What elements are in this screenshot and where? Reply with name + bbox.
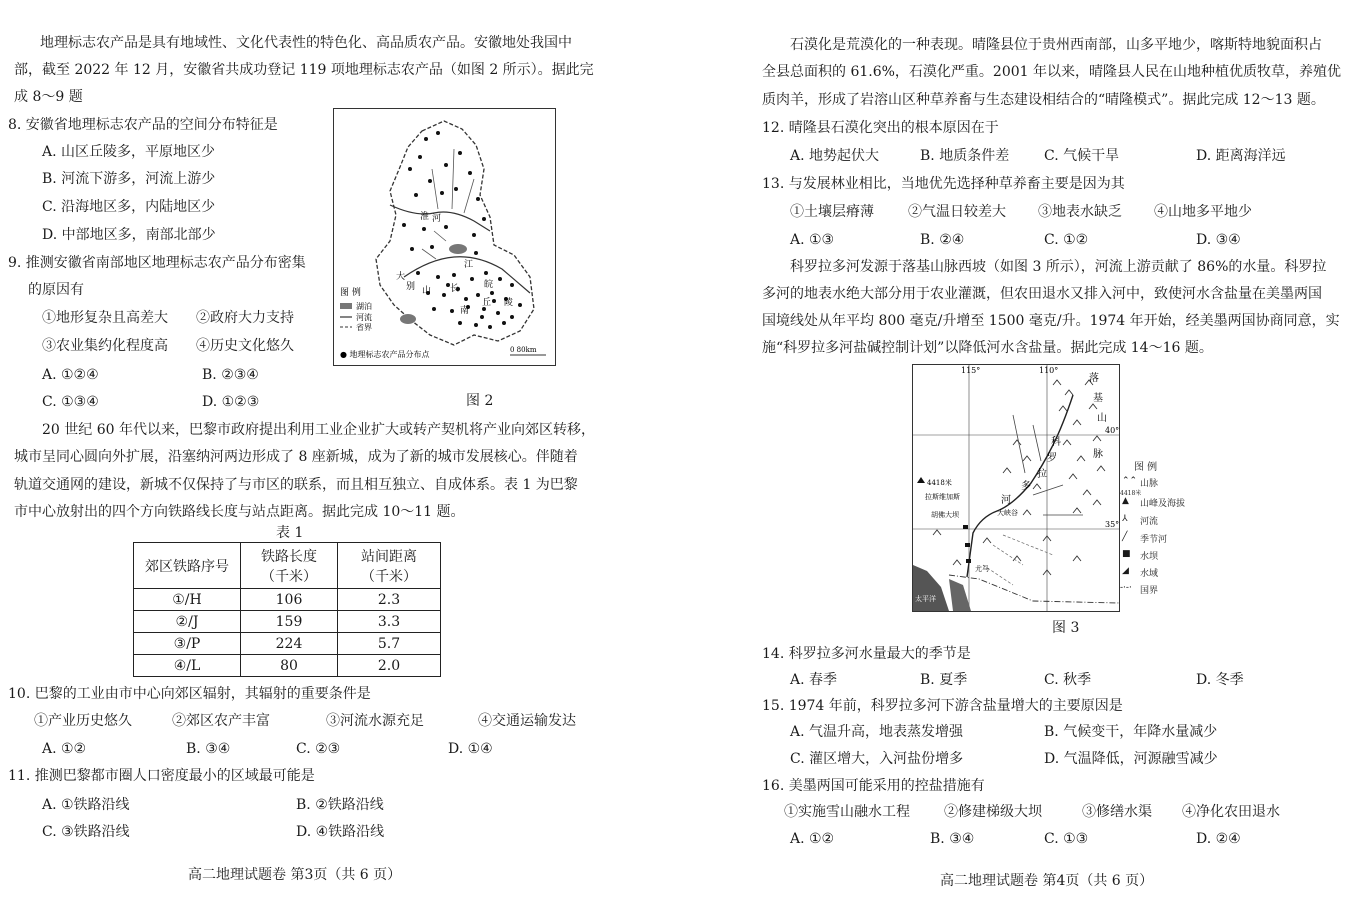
- label-mai: 脉: [1093, 449, 1103, 460]
- question-9-option-c: C. ①③④: [42, 394, 99, 410]
- intro-paragraph-qinglong-line2: 全县总面积的 61.6%，石漠化严重。2001 年以来，晴隆县人民在山地种植优质牧草，养殖优: [762, 64, 1342, 80]
- question-14-option-a: A. 春季: [790, 672, 838, 688]
- label-pacific: 太平洋: [915, 595, 936, 603]
- question-16-statement-1: ①实施雪山融水工程: [784, 804, 910, 820]
- question-12-option-b: B. 地质条件差: [920, 148, 1010, 164]
- question-14-option-d: D. 冬季: [1196, 672, 1244, 688]
- lat-label-35: 35°: [1105, 520, 1119, 529]
- intro-paragraph-paris-line4: 市中心放射出的四个方向铁路线长度与站点距离。据此完成 10～11 题。: [14, 504, 465, 520]
- question-13-statement-3: ③地表水缺乏: [1038, 204, 1122, 220]
- question-11-option-d: D. ④铁路沿线: [296, 824, 385, 840]
- question-9-statement-2: ②政府大力支持: [196, 310, 294, 326]
- chaohu-lake: [449, 244, 467, 254]
- question-8-option-c: C. 沿海地区多，内陆地区少: [42, 199, 216, 215]
- question-12-stem: 12. 晴隆县石漠化突出的根本原因在于: [762, 120, 999, 136]
- label-la: 拉: [1037, 469, 1047, 480]
- colorado-river: [967, 395, 1073, 577]
- question-12-option-c: C. 气候干旱: [1044, 148, 1120, 164]
- question-15-option-a: A. 气温升高，地表蒸发增强: [790, 724, 964, 740]
- legend-seasonal: 季节河: [1140, 535, 1168, 545]
- map-label-wan: 皖: [484, 280, 494, 290]
- intro-paragraph-colorado: 科罗拉多河发源于落基山脉西坡（如图 3 所示），河流上游贡献了 86%的水量。科罗拉: [790, 259, 1327, 275]
- intro-paragraph-paris: 20 世纪 60 年代以来，巴黎市政府提出利用工业企业扩大或转产契机将产业向郊区转移，: [42, 422, 595, 438]
- question-13-statement-2: ②气温日较差大: [908, 204, 1006, 220]
- map-label-chang: 长: [450, 284, 460, 294]
- legend-border: 国界: [1140, 586, 1159, 596]
- figure-3-colorado-map: [912, 364, 1120, 612]
- question-16-option-d: D. ②④: [1196, 831, 1241, 847]
- question-16-statement-3: ③修缮水渠: [1082, 804, 1152, 820]
- table-1-title: 表 1: [276, 525, 304, 541]
- question-9-statement-1: ①地形复杂且高差大: [42, 310, 168, 326]
- label-hoover-dam: 胡佛大坝: [931, 511, 959, 519]
- table-header-id: 郊区铁路序号: [134, 543, 241, 589]
- question-8-option-a: A. 山区丘陵多，平原地区少: [42, 144, 216, 160]
- question-10-statement-1: ①产业历史悠久: [34, 713, 132, 729]
- question-14-stem: 14. 科罗拉多河水量最大的季节是: [762, 646, 971, 662]
- table-header-distance: 站间距离 （千米）: [338, 543, 441, 589]
- figure-2-anhui-map: [333, 108, 556, 366]
- legend-dam-icon: ■: [1122, 549, 1131, 559]
- question-9-option-b: B. ②③④: [202, 367, 259, 383]
- legend-mountain: 山脉: [1140, 479, 1159, 489]
- legend-border: 省界: [356, 323, 372, 332]
- intro-paragraph-paris-line3: 轨道交通网的建设，新城不仅保持了与市区的联系，而且相互独立、自成体系。表 1 为巴黎: [14, 477, 578, 493]
- legend-river-icon: ⅄: [1122, 514, 1128, 524]
- question-15-option-b: B. 气候变干，年降水量减少: [1044, 724, 1218, 740]
- question-8-stem: 8. 安徽省地理标志农产品的空间分布特征是: [8, 117, 278, 133]
- label-shan: 山: [1097, 413, 1107, 424]
- question-16-statement-4: ④净化农田退水: [1182, 804, 1280, 820]
- legend-lake: 湖泊: [356, 302, 372, 311]
- question-16-statement-2: ②修建梯级大坝: [944, 804, 1042, 820]
- legend-river: 河流: [1140, 517, 1159, 527]
- question-12-option-d: D. 距离海洋远: [1196, 148, 1286, 164]
- question-13-statement-1: ①土壤层瘠薄: [790, 204, 874, 220]
- map-label-ling: 陵: [504, 298, 514, 308]
- dam-1: [963, 525, 968, 529]
- intro-paragraph-anhui-line3: 成 8～9 题: [14, 89, 83, 105]
- dam-3: [966, 559, 971, 563]
- question-10-option-c: C. ②③: [296, 741, 341, 757]
- question-9-option-a: A. ①②④: [42, 367, 99, 383]
- label-luo2: 罗: [1047, 453, 1057, 464]
- question-10-stem: 10. 巴黎的工业由市中心向郊区辐射，其辐射的重要条件是: [8, 686, 371, 702]
- figure-2-caption: 图 2: [466, 393, 494, 409]
- map-label-da: 大: [396, 272, 406, 282]
- intro-paragraph-colorado-line2: 多河的地表水绝大部分用于农业灌溉，但农田退水又排入河中，致使河水含盐量在美墨两国: [762, 286, 1322, 302]
- map-label-huai: 淮: [420, 212, 430, 222]
- question-9-stem-line2: 的原因有: [28, 282, 84, 298]
- question-14-option-b: B. 夏季: [920, 672, 968, 688]
- question-8-option-b: B. 河流下游多，河流上游少: [42, 171, 216, 187]
- question-12-option-a: A. 地势起伏大: [790, 148, 880, 164]
- question-13-stem: 13. 与发展林业相比，当地优先选择种草养畜主要是因为其: [762, 176, 1125, 192]
- peak-symbol: [917, 477, 925, 483]
- question-11-stem: 11. 推测巴黎都市圈人口密度最小的区域最可能是: [8, 768, 315, 784]
- label-grand-canyon: 大峡谷: [997, 509, 1018, 517]
- lat-label-40: 40°: [1105, 426, 1119, 435]
- legend-peak-height: 4418米: [1120, 490, 1142, 497]
- national-border: [949, 575, 1119, 603]
- page-footer-3: 高二地理试题卷 第3页（共 6 页）: [188, 867, 402, 883]
- table-header-length: 铁路长度 （千米）: [241, 543, 338, 589]
- intro-paragraph-paris-line2: 城市呈同心圆向外扩展，沿塞纳河两边形成了 8 座新城，成为了新的城市发展核心。伴随着: [14, 449, 578, 465]
- table-row: ④/L 80 2.0: [134, 655, 441, 677]
- question-9-stem: 9. 推测安徽省南部地区地理标志农产品分布密集: [8, 255, 306, 271]
- map-label-qiu: 丘: [482, 298, 492, 308]
- map-label-he: 河: [432, 214, 442, 224]
- legend-mountain-icon: ⌃⌃: [1122, 476, 1138, 486]
- question-15-option-c: C. 灌区增大，入河盐份增多: [790, 751, 964, 767]
- legend-water-icon: ◢: [1122, 566, 1129, 576]
- intro-paragraph-anhui-line2: 部，截至 2022 年 12 月，安徽省共成功登记 119 项地理标志农产品（如图 2 所示）。据此完: [14, 62, 594, 78]
- page-footer-4: 高二地理试题卷 第4页（共 6 页）: [940, 873, 1154, 889]
- table-header-row: [134, 543, 441, 589]
- dam-2: [965, 543, 970, 547]
- table-row: ①/H 106 2.3: [134, 589, 441, 611]
- legend-dam: 水坝: [1140, 552, 1159, 562]
- question-13-option-b: B. ②④: [920, 232, 965, 248]
- lon-label-110: 110°: [1039, 366, 1059, 375]
- table-1: [133, 542, 441, 677]
- question-13-option-a: A. ①③: [790, 232, 835, 248]
- legend-water: 水域: [1140, 569, 1159, 579]
- question-15-option-d: D. 气温降低，河源融雪减少: [1044, 751, 1218, 767]
- question-16-stem: 16. 美墨两国可能采用的控盐措施有: [762, 778, 985, 794]
- pacific-ocean: [913, 565, 949, 611]
- question-13-option-d: D. ③④: [1196, 232, 1241, 248]
- province-border: [376, 121, 534, 345]
- label-lasvegas: 拉斯维加斯: [925, 493, 960, 501]
- gulf-of-california: [949, 579, 971, 611]
- map-label-jiang: 江: [464, 260, 474, 270]
- fig3-legend-title: 图 例: [1134, 462, 1158, 473]
- question-13-statement-4: ④山地多平地少: [1154, 204, 1252, 220]
- question-16-option-c: C. ①③: [1044, 831, 1089, 847]
- question-10-option-d: D. ①④: [448, 741, 493, 757]
- lon-label-115: 115°: [961, 366, 981, 375]
- tributaries-south: [422, 231, 446, 259]
- question-10-statement-3: ③河流水源充足: [326, 713, 424, 729]
- southern-lake: [400, 314, 416, 324]
- question-11-option-a: A. ①铁路沿线: [42, 797, 130, 813]
- question-9-statement-3: ③农业集约化程度高: [42, 338, 168, 354]
- scale-label: 0 80km: [510, 346, 537, 354]
- mountain-symbols: [933, 380, 1105, 575]
- map-label-bie: 别: [406, 282, 416, 292]
- question-16-option-b: B. ③④: [930, 831, 975, 847]
- legend-title: 图 例: [340, 288, 361, 298]
- right-page: [676, 0, 1351, 900]
- question-9-statement-4: ④历史文化悠久: [196, 338, 294, 354]
- intro-paragraph-qinglong: 石漠化是荒漠化的一种表现。晴隆县位于贵州西南部，山多平地少，喀斯特地貌面积占: [790, 37, 1322, 53]
- anhui-map-svg: [334, 109, 555, 365]
- intro-paragraph-qinglong-line3: 质肉羊，形成了岩溶山区种草养畜与生态建设相结合的“晴隆模式”。据此完成 12～13 题。: [762, 92, 1325, 108]
- figure-3-caption: 图 3: [1052, 620, 1080, 636]
- question-10-statement-4: ④交通运输发达: [478, 713, 576, 729]
- tributaries: [432, 149, 474, 213]
- map-label-shan: 山: [422, 286, 432, 296]
- colorado-map-svg: [913, 365, 1119, 611]
- legend-seasonal-icon: ╱: [1122, 532, 1128, 542]
- question-8-option-d: D. 中部地区多，南部北部少: [42, 227, 216, 243]
- legend-peak-icon: ▲: [1122, 496, 1129, 506]
- label-ji: 基: [1093, 393, 1103, 404]
- question-16-option-a: A. ①②: [790, 831, 835, 847]
- legend-peak: 山峰及海拔: [1140, 499, 1186, 509]
- question-15-stem: 15. 1974 年前，科罗拉多河下游含盐量增大的主要原因是: [762, 698, 1123, 714]
- label-luo: 落: [1089, 373, 1099, 384]
- question-14-option-c: C. 秋季: [1044, 672, 1092, 688]
- legend-river: 河流: [356, 313, 372, 322]
- table-row: ③/P 224 5.7: [134, 633, 441, 655]
- legend-point: ● 地理标志农产品分布点: [340, 350, 430, 359]
- question-13-option-c: C. ①②: [1044, 232, 1089, 248]
- question-11-option-c: C. ③铁路沿线: [42, 824, 130, 840]
- lake-symbol: [340, 303, 352, 309]
- seasonal-rivers: [983, 535, 1053, 585]
- question-9-option-d: D. ①②③: [202, 394, 260, 410]
- table-row: ②/J 159 3.3: [134, 611, 441, 633]
- peak-label: 4418米: [927, 479, 952, 487]
- intro-paragraph-colorado-line4: 施“科罗拉多河盐碱控制计划”以降低河水含盐量。据此完成 14～16 题。: [762, 340, 1213, 356]
- question-10-option-a: A. ①②: [42, 741, 87, 757]
- tributaries: [1013, 415, 1083, 515]
- intro-paragraph-colorado-line3: 国境线处从年平均 800 毫克/升增至 1500 毫克/升。1974 年开始，经美墨两国协商同意，实: [762, 313, 1340, 329]
- intro-paragraph-anhui: 地理标志农产品是具有地域性、文化代表性的特色化、高品质农产品。安徽地处我国中: [40, 35, 572, 51]
- map-label-nan: 南: [460, 306, 470, 316]
- question-11-option-b: B. ②铁路沿线: [296, 797, 384, 813]
- question-10-statement-2: ②郊区农产丰富: [172, 713, 270, 729]
- question-10-option-b: B. ③④: [186, 741, 231, 757]
- label-duo: 多: [1021, 481, 1031, 492]
- label-ke: 科: [1051, 437, 1061, 448]
- label-he: 河: [1001, 495, 1011, 506]
- legend-border-icon: -·-·: [1120, 583, 1132, 593]
- label-yuma: 尤马: [975, 565, 989, 573]
